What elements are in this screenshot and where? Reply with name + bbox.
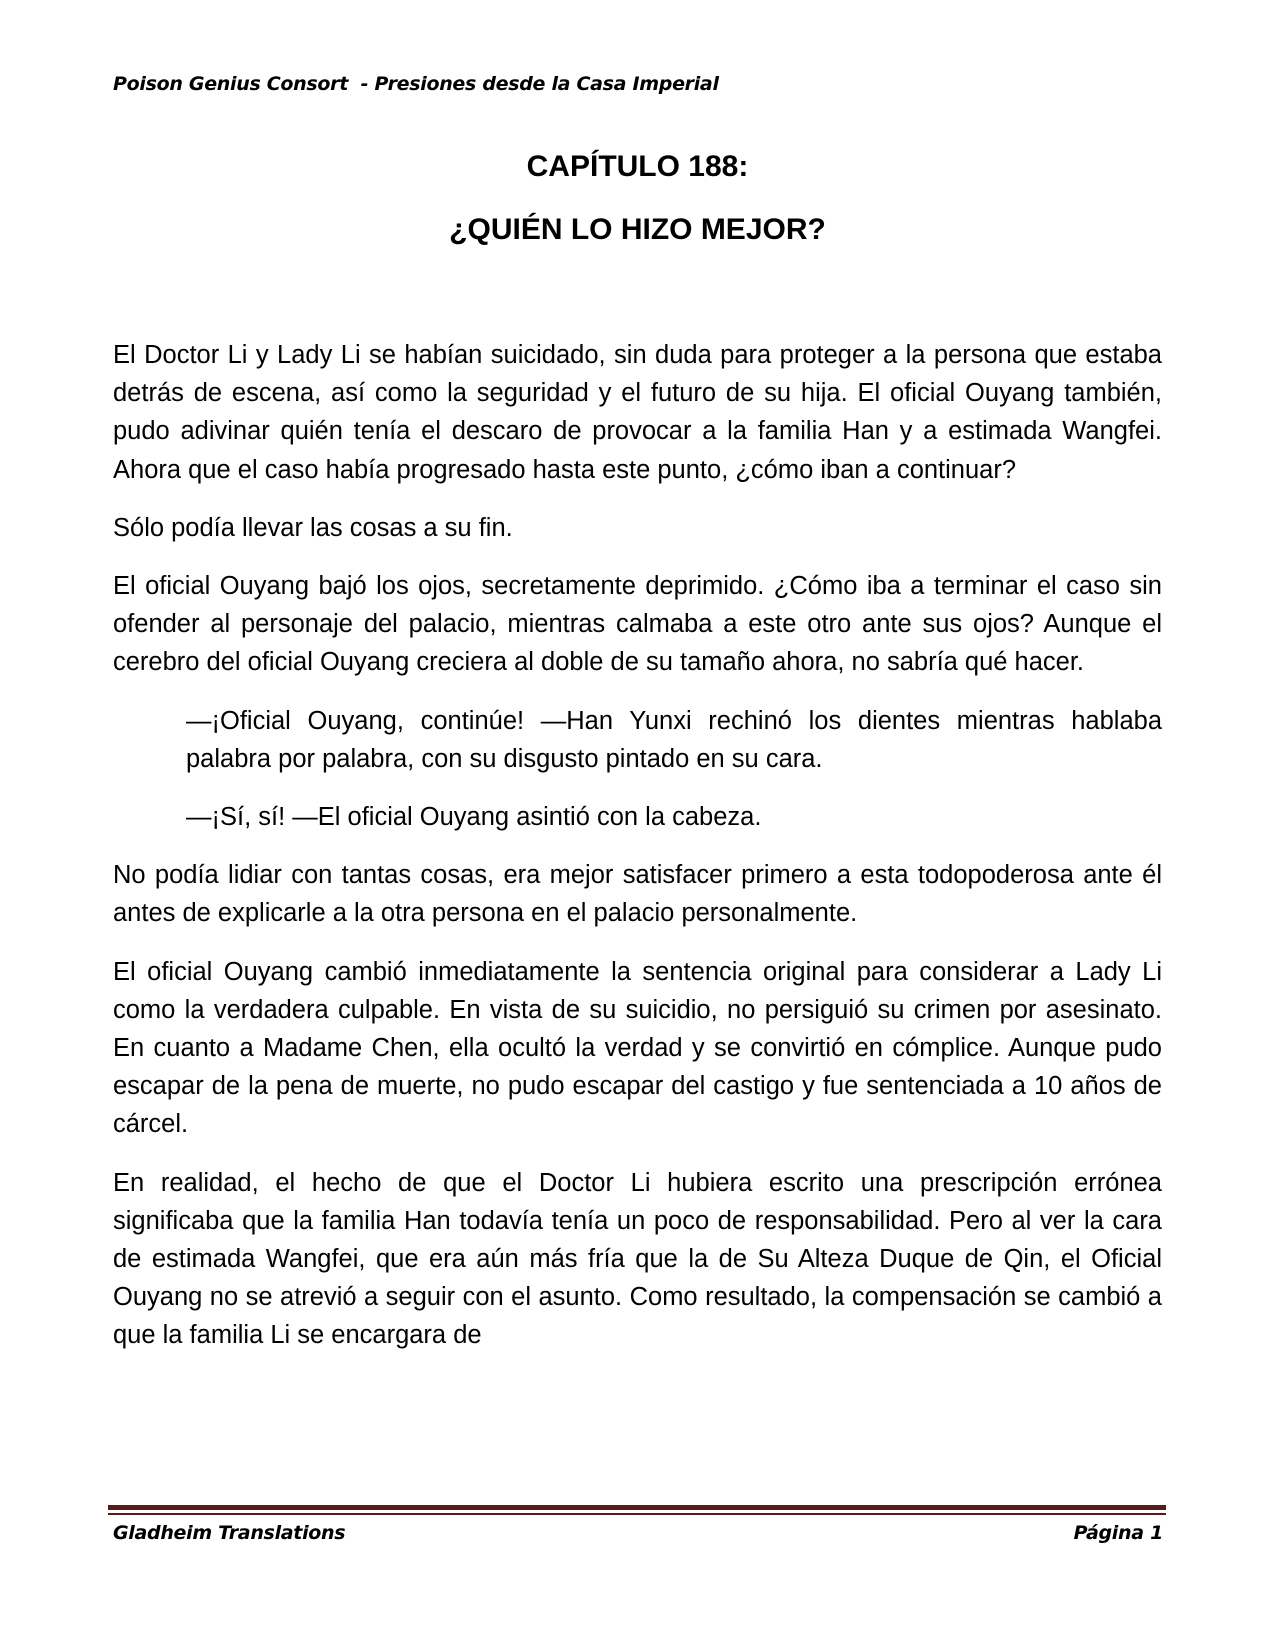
dialogue-paragraph: —¡Oficial Ouyang, continúe! —Han Yunxi rechinó los dientes mientras hablaba palabra por palabra, con su disgusto pintado en su cara.: [186, 706, 1162, 773]
footer-divider-thin: [108, 1513, 1166, 1515]
running-header: Poison Genius Consort - Presiones desde la Casa Imperial: [113, 73, 719, 95]
footer-translator: Gladheim Translations: [113, 1522, 346, 1544]
paragraph: En realidad, el hecho de que el Doctor Li hubiera escrito una prescripción errónea significaba que la familia Han todavía tenía un poco de responsabilidad. Pero al ver la cara de estimada Wangfei, que era aún más fría que la de Su Alteza Duque de Qin, el Oficial Ouyang no se atrevió a seguir con el asunto. Como resultado, la compensación se cambió a que la familia Li se encargara de: [113, 1168, 1162, 1350]
chapter-number: CAPÍTULO 188:: [526, 150, 749, 183]
paragraph: No podía lidiar con tantas cosas, era mejor satisfacer primero a esta todopoderosa ante él antes de explicarle a la otra persona en el palacio personalmente.: [113, 861, 1162, 928]
chapter-body: [113, 336, 1162, 1375]
paragraph: Sólo podía llevar las cosas a su fin.: [113, 513, 513, 542]
paragraph: El oficial Ouyang bajó los ojos, secretamente deprimido. ¿Cómo iba a terminar el caso sin ofender al personaje del palacio, mientras calmaba a este otro ante sus ojos? Aunque el cerebro del oficial Ouyang creciera al doble de su tamaño ahora, no sabría qué hacer.: [113, 572, 1162, 677]
paragraph: El Doctor Li y Lady Li se habían suicidado, sin duda para proteger a la persona que estaba detrás de escena, así como la seguridad y el futuro de su hija. El oficial Ouyang también, pudo adivinar quién tenía el descaro de provocar a la familia Han y a estimada Wangfei. Ahora que el caso había progresado hasta este punto, ¿cómo iban a continuar?: [113, 341, 1162, 484]
chapter-title: ¿QUIÉN LO HIZO MEJOR?: [449, 213, 826, 246]
paragraph: El oficial Ouyang cambió inmediatamente la sentencia original para considerar a Lady Li como la verdadera culpable. En vista de su suicidio, no persiguió su crimen por asesinato. En cuanto a Madame Chen, ella ocultó la verdad y se convirtió en cómplice. Aunque pudo escapar de la pena de muerte, no pudo escapar del castigo y fue sentenciada a 10 años de cárcel.: [113, 957, 1162, 1139]
dialogue-paragraph: —¡Sí, sí! —El oficial Ouyang asintió con la cabeza.: [186, 803, 762, 832]
footer-page-number: Página 1: [1073, 1522, 1163, 1544]
footer-divider: [108, 1505, 1166, 1510]
